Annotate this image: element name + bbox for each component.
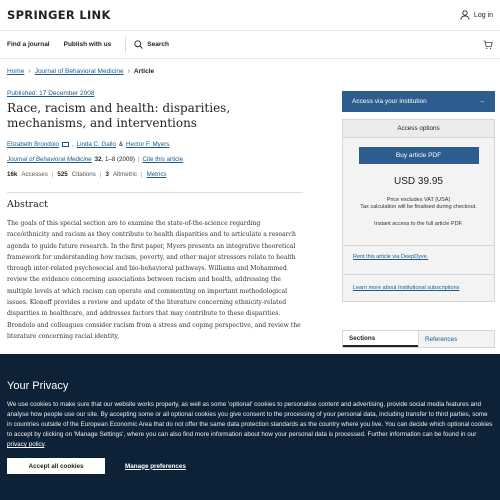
publish-link[interactable]: Publish with us	[63, 41, 112, 48]
access-sidebar	[342, 91, 495, 302]
metrics-link[interactable]: Metrics	[146, 171, 167, 178]
privacy-text: We use cookies to make sure that our website works properly, as well as some 'optional' cookies to personalise content and advertising, provide social media features and analyse how people use our site. By accepting some or all optional cookies you give consent to the processing of your personal data, including transfer to third parties, some in countries outside of the European Economic Area that do not offer the same data protection standards as the country where you live. You can decide which optional cookies to accept by clicking on 'Manage Settings', where you can also find more information about how your personal data is processed. Further information can be found in our	[7, 401, 493, 438]
accesses-value: 16k	[7, 171, 18, 178]
author-link[interactable]: Elizabeth Brondolo	[7, 141, 59, 148]
chevron-right-icon: ›	[28, 68, 31, 75]
search-label: Search	[147, 41, 169, 48]
volume: 32	[94, 156, 102, 163]
login-link[interactable]	[460, 10, 493, 20]
pages: , 1–8 (2009)	[101, 156, 135, 163]
breadcrumb-current: Article	[133, 68, 155, 75]
citations-value: 525	[57, 171, 68, 178]
email-icon[interactable]	[62, 142, 69, 147]
access-options-box	[342, 119, 495, 302]
chevron-right-icon: ›	[127, 68, 130, 75]
price: USD 39.95	[394, 176, 443, 187]
buy-pdf-button[interactable]: Buy article PDF	[359, 147, 479, 164]
cite-article-link[interactable]: Cite this article	[142, 156, 184, 163]
cookie-banner	[0, 354, 500, 500]
author-separator: ,	[71, 141, 74, 148]
altmetric-value: 3	[105, 171, 109, 178]
author-link[interactable]: Hector F. Myers	[126, 141, 170, 148]
citations-label: Citations	[71, 171, 96, 178]
learn-section	[343, 274, 494, 301]
find-journal-link[interactable]: Find a journal	[7, 41, 50, 48]
access-institution-label: Access via your institution	[352, 98, 427, 105]
instant-access-note: Instant access to the full article PDF.	[374, 221, 463, 227]
top-header	[0, 0, 500, 30]
article-main	[7, 90, 303, 342]
divider: |	[51, 171, 54, 178]
access-options-heading: Access options	[343, 120, 494, 138]
price-note-vat: Price excludes VAT (USA)	[386, 197, 451, 203]
divider: |	[99, 171, 102, 178]
login-label: Log in	[473, 11, 493, 19]
buy-section	[343, 138, 494, 237]
institutional-subscriptions-link[interactable]: Learn more about Institutional subscriptions	[353, 285, 460, 291]
tab-references[interactable]: References	[418, 331, 494, 347]
access-institution-button[interactable]	[342, 91, 495, 112]
sidebar-tabs	[342, 330, 495, 348]
search-button[interactable]	[125, 37, 169, 53]
divider: |	[137, 156, 140, 163]
breadcrumb-home[interactable]: Home	[7, 68, 25, 75]
privacy-title: Your Privacy	[7, 380, 69, 392]
tab-sections[interactable]: Sections	[343, 331, 418, 347]
breadcrumb-journal[interactable]: Journal of Behavioral Medicine	[34, 68, 124, 75]
rent-section	[343, 245, 494, 274]
springer-link-logo[interactable]: SPRINGER LINK	[7, 8, 111, 22]
manage-preferences-link[interactable]: Manage preferences	[125, 462, 186, 470]
price-note-tax: Tax calculation will be finalised during checkout.	[360, 204, 477, 210]
citation-line	[7, 156, 303, 163]
abstract-heading: Abstract	[7, 199, 48, 210]
privacy-body	[7, 400, 493, 450]
arrow-right-icon: →	[478, 98, 485, 105]
privacy-policy-link[interactable]: privacy policy	[7, 441, 45, 448]
section-divider	[7, 192, 303, 193]
author-link[interactable]: Linda C. Gallo	[76, 141, 116, 148]
user-icon	[460, 10, 470, 20]
accesses-label: Accesses	[21, 171, 48, 178]
journal-link[interactable]: Journal of Behavioral Medicine	[7, 156, 92, 163]
author-ampersand: &	[118, 141, 124, 148]
article-title: Race, racism and health: disparities, mechanisms, and interventions	[7, 101, 231, 130]
abstract-text: The goals of this special section are to examine the state-of-the-science regarding race/ethnicity and racism as they contribute to health disparities and to articulate a research agenda to guide future research. In the first paper, Myers presents an integrative theoretical framework for understanding how racism, poverty, and other major stressors relate to health through inter-related psychosocial and bio-behavioral pathways. Williams and Mohammed review the evidence concerning associations between racism and health, addressing the multiple levels at which racism can operate and commenting on important methodological issues. Klonoff provides a review and update of the literature concerning ethnicity-related disparities in healthcare, and addresses factors that may contribute to these disparities. Brondolo and colleagues consider racism from a stress and coping perspective, and review the literature concerning racial identity,	[7, 220, 301, 340]
search-icon	[134, 40, 143, 49]
rent-deepdyve-link[interactable]: Rent this article via DeepDyve.	[353, 254, 429, 260]
main-nav	[0, 30, 500, 59]
altmetric-label: Altmetric	[112, 171, 137, 178]
divider: |	[140, 171, 143, 178]
accept-cookies-button[interactable]: Accept all cookies	[7, 458, 105, 474]
cart-icon[interactable]	[483, 40, 493, 50]
cookie-actions	[7, 458, 493, 474]
breadcrumb	[7, 68, 154, 75]
published-date[interactable]: Published: 17 December 2008	[7, 90, 95, 97]
article-metrics	[7, 171, 303, 178]
privacy-end: .	[44, 441, 47, 448]
author-list	[7, 141, 303, 148]
